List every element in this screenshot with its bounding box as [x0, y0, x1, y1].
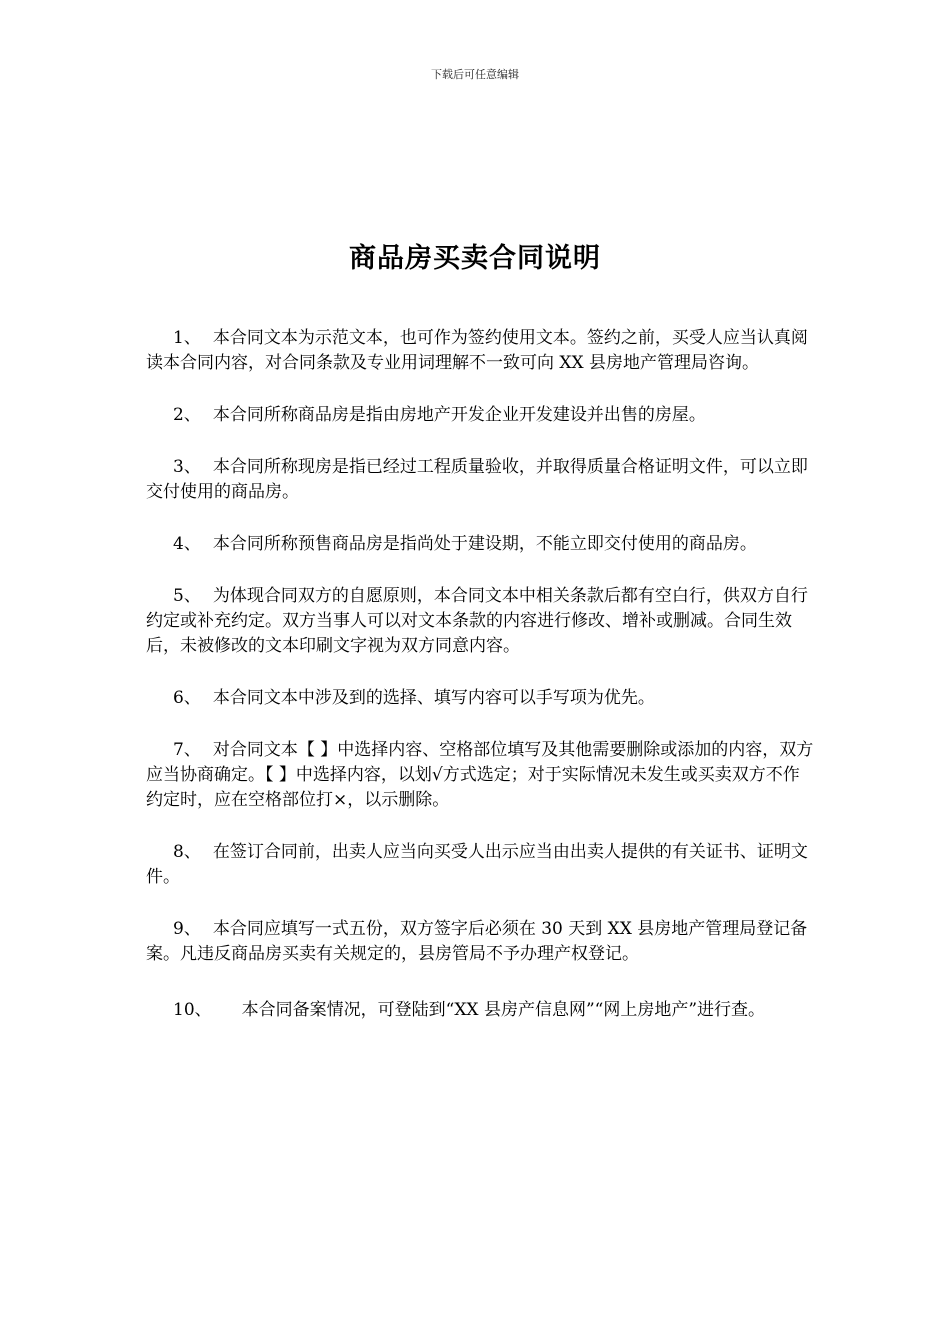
clause-8	[146, 840, 814, 890]
clause-text: 本合同所称商品房是指由房地产开发企业开发建设并出售的房屋。	[212, 405, 706, 425]
clause-text: 本合同文本中涉及到的选择、填写内容可以手写项为优先。	[212, 688, 655, 708]
document-title: 商品房买卖合同说明	[349, 243, 601, 274]
clause-text: 本合同应填写一式五份，双方签字后必须在 30 天到 XX 县房地产管理局登记备案。凡违反商品房买卖有关规定的，县房管局不予办理产权登记。	[146, 919, 808, 964]
clause-number: 10、	[173, 1000, 212, 1020]
clause-6	[146, 686, 814, 711]
clause-text: 本合同所称现房是指已经过工程质量验收，并取得质量合格证明文件，可以立即交付使用的商品房。	[146, 457, 808, 502]
clause-4	[146, 532, 814, 557]
clause-5	[146, 584, 814, 659]
document-body	[146, 326, 814, 1054]
page-header: 下载后可任意编辑	[431, 68, 519, 81]
clause-number: 7、	[173, 740, 201, 760]
clause-text: 为体现合同双方的自愿原则，本合同文本中相关条款后都有空白行，供双方自行约定或补充约定。双方当事人可以对文本条款的内容进行修改、增补或删减。合同生效后，未被修改的文本印刷文字视为双方同意内容。	[146, 586, 808, 656]
clause-number: 8、	[173, 842, 201, 862]
clause-number: 4、	[173, 534, 201, 554]
clause-number: 1、	[173, 328, 201, 348]
clause-10	[146, 994, 814, 1027]
clause-number: 9、	[173, 919, 201, 939]
clause-number: 3、	[173, 457, 201, 477]
clause-7	[146, 738, 814, 813]
clause-number: 2、	[173, 405, 201, 425]
clause-2	[146, 403, 814, 428]
clause-text: 本合同文本为示范文本，也可作为签约使用文本。签约之前，买受人应当认真阅读本合同内容，对合同条款及专业用词理解不一致可向 XX 县房地产管理局咨询。	[146, 328, 808, 373]
clause-number: 5、	[173, 586, 201, 606]
clause-text: 对合同文本【 】中选择内容、空格部位填写及其他需要删除或添加的内容，双方应当协商确定。【 】中选择内容，以划√方式选定；对于实际情况未发生或买卖双方不作约定时，应在空格部位打×，以示删除。	[146, 740, 814, 810]
clause-text: 在签订合同前，出卖人应当向买受人出示应当由出卖人提供的有关证书、证明文件。	[146, 842, 808, 887]
clause-number: 6、	[173, 688, 201, 708]
clause-text: 本合同备案情况，可登陆到“XX 县房产信息网”“网上房地产”进行查。	[241, 1000, 766, 1020]
clause-9	[146, 917, 814, 967]
clause-3	[146, 455, 814, 505]
clause-text: 本合同所称预售商品房是指尚处于建设期，不能立即交付使用的商品房。	[212, 534, 757, 554]
clause-1	[146, 326, 814, 376]
